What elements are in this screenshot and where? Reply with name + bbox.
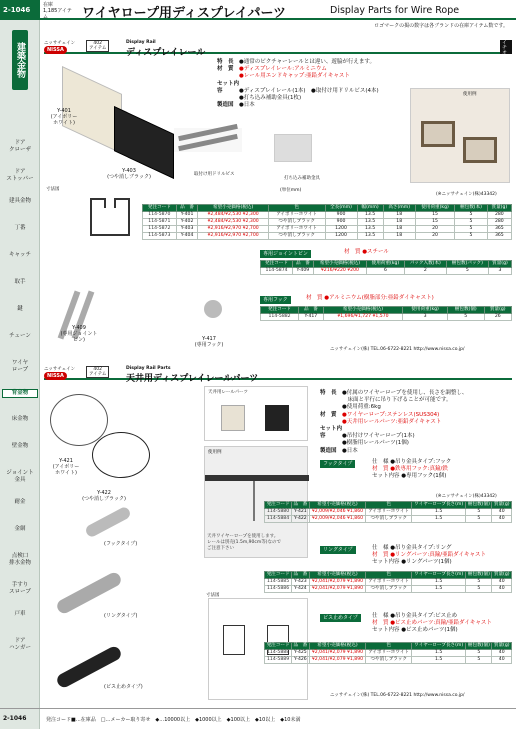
table-cell: 2 bbox=[404, 267, 446, 274]
table-cell: ¥2,041/¥2,079 ¥1,890 bbox=[309, 585, 366, 592]
drill-label: 取付け用ドリルビス bbox=[194, 172, 235, 177]
y417-label: Y-417 (専用フック) bbox=[194, 336, 224, 348]
table-cell: Y-421 bbox=[292, 508, 310, 515]
spec-value: ●レール用エンドキャップ:亜鉛ダイキャスト bbox=[239, 73, 350, 80]
table-cell: Y-403 bbox=[176, 225, 198, 232]
column-header: 品 番 bbox=[176, 205, 198, 212]
spec-key: 製造国 bbox=[217, 102, 234, 109]
sidebar-item[interactable]: キャッチ bbox=[8, 252, 31, 258]
table-cell: 15 bbox=[415, 218, 455, 225]
sidebar-item[interactable]: 金網 bbox=[14, 526, 26, 532]
table-cell: つや消しブラック bbox=[268, 218, 325, 225]
table-cell: つや消しブラック bbox=[366, 656, 412, 663]
spec-row bbox=[320, 440, 510, 447]
column-header: 発注コード bbox=[261, 261, 293, 268]
column-header: 発注コード bbox=[265, 572, 292, 579]
y409-label: Y-409 (専用ジョイント ピン) bbox=[60, 325, 98, 343]
hook-header: 専用フック bbox=[260, 296, 291, 304]
hook-table bbox=[260, 306, 512, 321]
bis-type-spec bbox=[372, 613, 492, 635]
spec-row: 材 質 ●リングパーツ:真鍮/亜鉛ダイキャスト bbox=[372, 552, 486, 559]
table-cell: 13.5 bbox=[357, 232, 383, 239]
hook-type-label: (フックタイプ) bbox=[104, 541, 138, 547]
spec-value: ●日本 bbox=[342, 447, 358, 454]
column-header: ワイヤーロープ長さ(m) bbox=[412, 572, 466, 579]
dimension-drawing bbox=[90, 198, 130, 236]
table-cell: アイボリーホワイト bbox=[366, 578, 412, 585]
table-cell: 5 bbox=[466, 578, 492, 585]
table-cell: 20 bbox=[415, 232, 455, 239]
sidebar-item[interactable]: ドア クローザ bbox=[8, 140, 31, 153]
column-header: 品 番 bbox=[293, 643, 308, 648]
table-row[interactable] bbox=[143, 232, 512, 239]
ring-part-image bbox=[55, 570, 123, 615]
spec-row bbox=[320, 448, 510, 455]
sidebar-item[interactable]: 丁番 bbox=[14, 225, 26, 231]
y421-label: Y-421 (アイボリー ホワイト) bbox=[52, 458, 80, 476]
table-cell: 5 bbox=[466, 649, 492, 656]
column-header: 品 番 bbox=[293, 572, 308, 577]
order-code-cell[interactable]: 114-5882 bbox=[261, 313, 299, 320]
table-cell: 13.5 bbox=[357, 218, 383, 225]
spec-row: 仕 様 ●吊り金具タイプ:ビス止め bbox=[372, 613, 458, 619]
column-header: 発注コード bbox=[143, 205, 177, 212]
table-cell: 1200 bbox=[325, 232, 357, 239]
table-cell: 1.5 bbox=[412, 656, 466, 663]
sidebar-item[interactable]: ドア ハンガー bbox=[8, 638, 31, 651]
table-cell: Y-425 bbox=[292, 649, 310, 656]
source-note: (※ニッサチェイン(株)43342) bbox=[436, 494, 497, 499]
spec-value: ●天井用レールパーツ:亜鉛ダイキャスト bbox=[342, 418, 442, 425]
spec-value: ●ディスプレイレール(1本) ●取付け用ドリルビス(4本) bbox=[239, 87, 379, 94]
table-cell: 6 bbox=[367, 267, 405, 274]
dimension-title: 寸法図 bbox=[206, 593, 220, 598]
spec-row bbox=[217, 102, 417, 109]
table-cell: 1.5 bbox=[412, 578, 466, 585]
usage-photo: 使用例 天井ワイヤーロープを使用します。 レールは別売(1.5m,90cm等)なので ご注意下さい bbox=[204, 446, 308, 558]
spec-key: 特 長 bbox=[217, 59, 234, 65]
table-cell: 5 bbox=[466, 585, 492, 592]
table-cell: 40 bbox=[492, 585, 512, 592]
spec-value: 床面と平行に吊り下げることが可能です。 bbox=[342, 397, 452, 404]
sidebar-item[interactable]: チェーン bbox=[9, 333, 31, 339]
usage-photo: 使用例 bbox=[410, 88, 510, 183]
section-header bbox=[44, 366, 512, 384]
column-header: 質量(g) bbox=[488, 261, 511, 268]
column-header: 色 bbox=[366, 643, 412, 650]
column-header: 希望小売価格(税込) bbox=[313, 261, 366, 268]
column-header: ワイヤーロープ長さ(m) bbox=[412, 643, 466, 650]
table-cell: 40 bbox=[492, 656, 512, 663]
table-cell: ¥2,041/¥2,079 ¥1,890 bbox=[309, 578, 366, 585]
table-cell: 20 bbox=[415, 225, 455, 232]
ring-type-label: (リングタイプ) bbox=[104, 613, 138, 619]
table-cell: Y-426 bbox=[292, 656, 310, 663]
table-cell: アイボリーホワイト bbox=[268, 225, 325, 232]
table-row[interactable] bbox=[265, 508, 512, 515]
table-cell: Y-404 bbox=[176, 232, 198, 239]
dimension-title: 寸法図 bbox=[46, 187, 60, 192]
spec-row bbox=[320, 404, 510, 411]
table-row[interactable] bbox=[143, 211, 512, 218]
column-header: 色 bbox=[268, 205, 325, 212]
column-header: 発注コード bbox=[265, 502, 292, 509]
column-header: 使用荷重(kg) bbox=[367, 261, 405, 268]
ceiling-spec-list bbox=[320, 390, 510, 455]
spec-value: ●ワイヤーロープ:ステンレス(SUS304) bbox=[342, 411, 440, 418]
table-cell: 365 bbox=[487, 225, 511, 232]
order-code-cell[interactable]: 114-5889 bbox=[265, 656, 292, 663]
item-count-badge: 402 アイテム bbox=[86, 40, 109, 52]
ring-type-tag: リングタイプ bbox=[320, 546, 356, 554]
table-row[interactable] bbox=[265, 585, 512, 592]
sidebar-item[interactable]: 点検口 排水金物 bbox=[8, 553, 31, 566]
column-header: 使用荷重(kg) bbox=[415, 205, 455, 212]
spec-value: ●通常のピクチャーレールとは違い、遊脇が行えます。 bbox=[239, 59, 375, 65]
brand-logo[interactable]: NISSA bbox=[44, 372, 67, 380]
table-cell: 5 bbox=[455, 225, 487, 232]
section-title-en: Display Rail bbox=[126, 40, 156, 45]
hook-material: 材 質 ●アルミニウム(樹脂部分:亜鉛ダイキャスト) bbox=[306, 295, 434, 301]
spec-value: ●打ち込み補助金具(1枚) bbox=[239, 95, 302, 102]
order-code-cell[interactable]: 114-5871 bbox=[143, 218, 177, 225]
table-cell: 18 bbox=[383, 211, 415, 218]
table-row[interactable] bbox=[261, 267, 512, 274]
table-cell: 1.5 bbox=[412, 649, 466, 656]
table-cell: 1.5 bbox=[412, 585, 466, 592]
order-code-cell[interactable]: 114-5872 bbox=[143, 225, 177, 232]
order-code-cell[interactable]: 114-5885 bbox=[265, 578, 292, 585]
ceiling-parts-box: 天井用レールパーツ bbox=[204, 386, 308, 441]
spec-row bbox=[217, 81, 417, 95]
table-cell: ¥2,484/¥2,530 ¥2,300 bbox=[198, 211, 268, 218]
column-header: 希望小売価格(税込) bbox=[198, 205, 268, 212]
spec-row bbox=[320, 412, 510, 419]
table-cell: 3 bbox=[403, 313, 448, 320]
column-header: ワイヤーロープ長さ(m) bbox=[412, 502, 466, 509]
table-cell: 280 bbox=[487, 211, 511, 218]
table-cell: 40 bbox=[492, 649, 512, 656]
table-row[interactable] bbox=[261, 313, 512, 320]
column-header: 希望小売価格(税込) bbox=[309, 502, 366, 509]
column-header: 質量(g) bbox=[487, 205, 511, 212]
sidebar-item[interactable]: ジョイント 金具 bbox=[6, 470, 34, 483]
table-cell: 5 bbox=[446, 267, 488, 274]
section-header bbox=[44, 40, 512, 61]
spec-row: 材 質 ●鉄専用フック:真鍮/鉄 bbox=[372, 466, 448, 473]
column-header: 品 番 bbox=[299, 307, 324, 314]
sidebar-item[interactable]: 戸車 bbox=[14, 611, 26, 617]
column-header: パック入数(本) bbox=[404, 261, 446, 268]
section-title: ディスプレイレール bbox=[126, 48, 206, 58]
spec-row: セット内容 ●専用フック(1個) bbox=[372, 473, 447, 480]
column-header: 希望小売価格(税込) bbox=[309, 643, 366, 650]
column-header: 使用荷重(kg) bbox=[403, 307, 448, 314]
hook-type-tag: フックタイプ bbox=[320, 460, 355, 468]
spec-value: ●樹脂用レールパーツ(1個) bbox=[342, 440, 409, 447]
order-code-cell[interactable]: 114-5888 bbox=[265, 649, 292, 656]
ring-type-table bbox=[264, 571, 512, 593]
spec-row: セット内容 ●ビス止めパーツ(1個) bbox=[372, 627, 458, 634]
table-cell: 40 bbox=[492, 578, 512, 585]
bis-type-tag: ビス止めタイプ bbox=[320, 614, 361, 622]
spec-value: ●吊付けワイヤーロープ(1本) bbox=[342, 433, 415, 440]
page-title-en: Display Parts for Wire Rope bbox=[330, 5, 460, 16]
table-cell: 900 bbox=[325, 211, 357, 218]
order-code-cell[interactable]: 114-5874 bbox=[261, 267, 293, 274]
maker-contact[interactable]: ニッサチェイン(株) TEL.06-6722-8221 http://www.nissa.co.jp/ bbox=[330, 693, 465, 698]
column-header: 品 番 bbox=[293, 261, 314, 268]
table-cell: Y-424 bbox=[292, 585, 310, 592]
table-cell: 18 bbox=[383, 218, 415, 225]
column-header: 梱包数(個) bbox=[466, 643, 492, 650]
spec-row: 仕 様 ●吊り金具タイプ:リング bbox=[372, 545, 452, 551]
wire-coil-black-image bbox=[92, 432, 150, 478]
spec-row: 仕 様 ●吊り金具タイプ:フック bbox=[372, 459, 452, 465]
column-header: 高さ(mm) bbox=[383, 205, 415, 212]
sidebar-item[interactable]: 床金物 bbox=[11, 416, 29, 422]
category-sidebar bbox=[0, 0, 40, 729]
hook-part-image bbox=[84, 505, 132, 538]
table-cell: 3 bbox=[488, 267, 511, 274]
column-header: 色 bbox=[366, 502, 412, 509]
table-cell: 5 bbox=[466, 508, 492, 515]
column-header: 梱包数(本) bbox=[455, 205, 487, 212]
bis-type-label: (ビス止めタイプ) bbox=[104, 684, 143, 690]
table-cell: 5 bbox=[466, 515, 492, 522]
display-rail-section bbox=[44, 40, 512, 365]
unit-label: (単位mm) bbox=[280, 188, 302, 193]
table-cell: 18 bbox=[383, 232, 415, 239]
table-cell: 18 bbox=[383, 225, 415, 232]
sidebar-item[interactable]: 壁金物 bbox=[11, 443, 29, 449]
page-title: ワイヤロープ用ディスプレイパーツ bbox=[82, 6, 286, 21]
order-code-cell[interactable]: 114-5870 bbox=[143, 211, 177, 218]
table-cell: 40 bbox=[492, 515, 512, 522]
ring-type-spec bbox=[372, 545, 486, 567]
table-cell: ¥2,009/¥2,046 ¥1,860 bbox=[309, 508, 366, 515]
hojo-image bbox=[274, 134, 312, 162]
column-header: 発注コード bbox=[261, 307, 299, 314]
spec-key: セット内容 bbox=[217, 80, 240, 94]
table-row[interactable] bbox=[265, 515, 512, 522]
y401-label: Y-401 (アイボリー ホワイト) bbox=[50, 108, 78, 126]
spec-row bbox=[320, 426, 510, 440]
table-cell: つや消しブラック bbox=[366, 515, 412, 522]
spec-row: 材 質 ●ビス止めパーツ:真鍮/亜鉛ダイキャスト bbox=[372, 620, 492, 627]
sidebar-item[interactable]: 取手 bbox=[14, 279, 26, 285]
page-header bbox=[40, 0, 516, 20]
major-category[interactable]: 建築金物 bbox=[12, 30, 28, 90]
recommend-badge: イチオシ bbox=[500, 40, 512, 54]
order-code-cell[interactable]: 114-5873 bbox=[143, 232, 177, 239]
column-header: 色 bbox=[366, 572, 412, 579]
table-cell: 40 bbox=[492, 508, 512, 515]
rail-spec-list bbox=[217, 59, 417, 109]
y403-label: Y-403 (つや消しブラック) bbox=[107, 168, 151, 180]
spec-row bbox=[217, 73, 417, 80]
table-cell: つや消しブラック bbox=[366, 585, 412, 592]
table-cell: 5 bbox=[447, 313, 484, 320]
column-header: 質量(g) bbox=[484, 307, 511, 314]
table-cell: 280 bbox=[487, 218, 511, 225]
sidebar-item[interactable]: 建具金物 bbox=[8, 198, 31, 204]
table-cell: 5 bbox=[455, 218, 487, 225]
table-cell: ¥216/¥220 ¥200 bbox=[313, 267, 366, 274]
sidebar-item[interactable]: 鍵 bbox=[17, 306, 23, 312]
spec-key: 製造国 bbox=[320, 447, 337, 454]
table-row[interactable] bbox=[143, 225, 512, 232]
bis-part-image bbox=[55, 644, 123, 689]
maker-name: ニッサチェイン bbox=[44, 367, 76, 372]
spec-row bbox=[320, 419, 510, 426]
table-cell: Y-409 bbox=[293, 267, 314, 274]
order-code-cell[interactable]: 114-5886 bbox=[265, 585, 292, 592]
table-cell: 1.5 bbox=[412, 515, 466, 522]
table-row[interactable] bbox=[265, 578, 512, 585]
stock-badge: 在庫 1,185アイテム bbox=[43, 2, 72, 20]
spec-key: 材 質 bbox=[320, 411, 337, 418]
section-title-en: Display Rail Parts bbox=[126, 366, 171, 371]
bis-type-table bbox=[264, 642, 512, 664]
table-cell: Y-422 bbox=[292, 515, 310, 522]
footer-legend: 発注コード■…在庫品 □…メーカー取り寄せ ◆…10000以上 ◆1000以上 ◆100以上 ◆10以上 ◆10未満 bbox=[46, 717, 301, 723]
brand-logo[interactable]: NISSA bbox=[44, 46, 67, 54]
table-cell: アイボリーホワイト bbox=[366, 508, 412, 515]
column-header: 質量(g) bbox=[493, 572, 510, 577]
column-header: 質量(g) bbox=[493, 643, 510, 648]
table-cell: 1200 bbox=[325, 225, 357, 232]
table-cell: Y-423 bbox=[292, 578, 310, 585]
table-row[interactable] bbox=[265, 649, 512, 656]
maker-contact[interactable]: ニッサチェイン(株) TEL.06-6722-8221 http://www.nissa.co.jp/ bbox=[330, 347, 465, 352]
footer-page-number: 2-1046 bbox=[3, 715, 27, 722]
ceiling-rail-section bbox=[44, 366, 512, 706]
table-cell: アイボリーホワイト bbox=[366, 649, 412, 656]
logo-note: ロゴマークの掲の数字は各ブランドの在庫アイテム数です。 bbox=[374, 23, 508, 29]
column-header: 梱包数(パック) bbox=[446, 261, 488, 268]
table-row[interactable] bbox=[265, 656, 512, 663]
table-cell: ¥2,916/¥2,970 ¥2,700 bbox=[198, 232, 268, 239]
spec-value: ●ディスプレイレール:アルミニウム bbox=[239, 66, 327, 73]
column-header: 希望小売価格(税込) bbox=[323, 307, 402, 314]
joint-pin-header: 専用ジョイントピン bbox=[260, 250, 311, 258]
spec-value: ●使用荷重:6kg bbox=[342, 404, 381, 411]
rail-price-table bbox=[142, 204, 512, 240]
joint-material: 材 質 ●スチール bbox=[344, 249, 389, 255]
spec-row: セット内容 ●リングパーツ(1個) bbox=[372, 559, 452, 566]
hook-type-table bbox=[264, 501, 512, 523]
page-number-tab: 2-1046 bbox=[0, 0, 40, 20]
table-cell: つや消しブラック bbox=[268, 232, 325, 239]
table-cell: 1.5 bbox=[412, 508, 466, 515]
spec-value: ●日本 bbox=[239, 102, 255, 109]
table-cell: 15 bbox=[415, 211, 455, 218]
drill-screw-image bbox=[174, 128, 242, 152]
maker-name: ニッサチェイン bbox=[44, 41, 76, 46]
spec-key: 材 質 bbox=[217, 66, 234, 73]
hojo-label: 打ち込み補助金具 bbox=[284, 176, 320, 181]
y422-label: Y-422 (つや消しブラック) bbox=[82, 490, 126, 502]
section-title: 天井用ディスプレイレールパーツ bbox=[126, 374, 259, 384]
hook-type-spec bbox=[372, 459, 451, 481]
spec-value: ●付属のワイヤーロープを使用し、長さを調整し、 bbox=[342, 390, 468, 396]
column-header: 幅(mm) bbox=[357, 205, 383, 212]
table-cell: Y-401 bbox=[176, 211, 198, 218]
table-cell: ¥2,009/¥2,046 ¥1,860 bbox=[309, 515, 366, 522]
column-header: 梱包数(個) bbox=[466, 502, 492, 509]
table-cell: 900 bbox=[325, 218, 357, 225]
table-cell: ¥2,916/¥2,970 ¥2,700 bbox=[198, 225, 268, 232]
sidebar-item[interactable]: 背金物 bbox=[2, 389, 38, 398]
order-code-cell[interactable]: 114-5880 bbox=[265, 508, 292, 515]
column-header: 発注コード bbox=[265, 643, 292, 650]
table-cell: Y-417 bbox=[299, 313, 324, 320]
table-cell: 13.5 bbox=[357, 225, 383, 232]
column-header: 質量(g) bbox=[493, 502, 510, 507]
order-code-cell[interactable]: 114-5884 bbox=[265, 515, 292, 522]
column-header: 全長(mm) bbox=[325, 205, 357, 212]
table-cell: ¥1,696/¥1,727 ¥1,570 bbox=[323, 313, 402, 320]
table-cell: ¥2,484/¥2,530 ¥2,300 bbox=[198, 218, 268, 225]
spec-key: 特 長 bbox=[320, 390, 337, 396]
table-cell: ¥2,041/¥2,079 ¥1,890 bbox=[309, 649, 366, 656]
sidebar-item[interactable]: 耐金 bbox=[14, 499, 26, 505]
page-footer bbox=[0, 708, 516, 729]
sidebar-item[interactable]: ワイヤ ロープ bbox=[11, 360, 29, 373]
hook-image bbox=[204, 300, 222, 318]
table-cell: 365 bbox=[487, 232, 511, 239]
column-header: 希望小売価格(税込) bbox=[309, 572, 366, 579]
item-count-badge: 402 アイテム bbox=[86, 366, 109, 378]
table-cell: 5 bbox=[466, 656, 492, 663]
sidebar-item[interactable]: ドア ストッパー bbox=[6, 169, 34, 182]
spec-key: セット内容 bbox=[320, 426, 343, 440]
column-header: 梱包数(個) bbox=[447, 307, 484, 314]
table-cell: 5 bbox=[455, 211, 487, 218]
table-cell: 5 bbox=[455, 232, 487, 239]
table-cell: Y-402 bbox=[176, 218, 198, 225]
table-cell: ¥2,041/¥2,079 ¥1,890 bbox=[309, 656, 366, 663]
column-header: 梱包数(個) bbox=[466, 572, 492, 579]
table-cell: 13.5 bbox=[357, 211, 383, 218]
column-header: 品 番 bbox=[293, 502, 308, 507]
sidebar-item[interactable]: 手すり スロープ bbox=[9, 582, 31, 595]
table-row[interactable] bbox=[143, 218, 512, 225]
table-cell: アイボリーホワイト bbox=[268, 211, 325, 218]
source-note: (※ニッサチェイン(株)43342) bbox=[436, 192, 497, 197]
joint-pin-table bbox=[260, 260, 512, 275]
table-cell: 26 bbox=[484, 313, 511, 320]
